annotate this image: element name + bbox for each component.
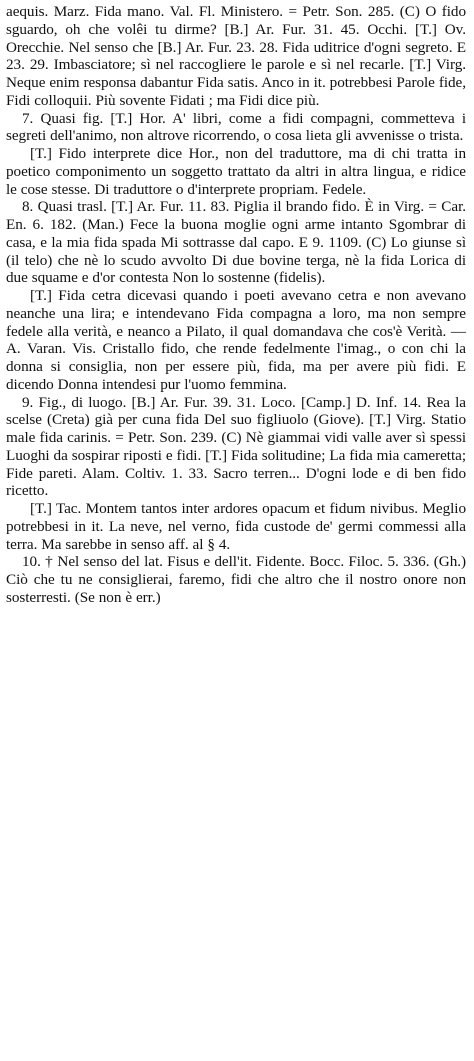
paragraph-sense-10: 10. † Nel senso del lat. Fisus e dell'it. Fidente. Bocc. Filoc. 5. 336. (Gh.) Ciò che tu ne consiglierai, faremo, fidi che altro che il nostro onore non sosterresti. (Se non è err.) bbox=[6, 553, 466, 606]
paragraph-sense-9-note: [T.] Tac. Montem tantos inter ardores opacum et fidum nivibus. Meglio potrebbesi in it. La neve, nel verno, fida custode de' germi commessi alla terra. Ma sarebbe in senso aff. al § 4. bbox=[6, 500, 466, 553]
paragraph-sense-8: 8. Quasi trasl. [T.] Ar. Fur. 11. 83. Piglia il brando fido. È in Virg. = Car. En. 6. 182. (Man.) Fece la buona moglie ogni arme intanto Sgombrar di casa, e la mia fida spada Mi sottrasse dal capo. E 9. 1109. (C) Lo giunse sì (il telo) che nè lo scudo avvolto Di due bovine terga, nè la fida Lorica di due squame e d'or contesta Non lo sostenne (fidelis). bbox=[6, 198, 466, 287]
paragraph-sense-8-note: [T.] Fida cetra dicevasi quando i poeti avevano cetra e non avevano neanche una lira; e intendevano Fida compagna a loro, ma non sempre fedele alla verità, e neanco a Pilato, il qual domandava che cos'è Verità. — A. Varan. Vis. Cristallo fido, che rende fedelmente l'imag., o con chi la donna si consiglia, non per essere più, fida, ma per avere più fidi. E dicendo Donna intendesi pur l'uomo femmina. bbox=[6, 287, 466, 393]
paragraph-continuation: aequis. Marz. Fida mano. Val. Fl. Ministero. = Petr. Son. 285. (C) O fido sguardo, oh che volêi tu dirme? [B.] Ar. Fur. 31. 45. Occhi. [T.] Ov. Orecchie. Nel senso che [B.] Ar. Fur. 23. 28. Fida uditrice d'ogni segreto. E 23. 29. Imbasciatore; sì nel raccogliere le parole e sì nel recarle. [T.] Virg. Neque enim responsa dabantur Fida satis. Anco in it. potrebbesi Parole fide, Fidi colloquii. Più sovente Fidati ; ma Fidi dice più. bbox=[6, 3, 466, 109]
paragraph-sense-9: 9. Fig., di luogo. [B.] Ar. Fur. 39. 31. Loco. [Camp.] D. Inf. 14. Rea la scelse (Creta) già per cuna fida Del suo figliuolo (Giove). [T.] Virg. Statio male fida carinis. = Petr. Son. 239. (C) Nè giammai vidi valle aver sì spessi Luoghi da sospirar riposti e fidi. [T.] Fida solitudine; La fida mia cameretta; Fide pareti. Alam. Coltiv. 1. 33. Sacro terren... D'ogni lode e di ben fido ricetto. bbox=[6, 393, 466, 500]
paragraph-sense-7: 7. Quasi fig. [T.] Hor. A' libri, come a fidi compagni, commetteva i segreti dell'animo, non altrove ricorrendo, o cosa lieta gli avvenisse o trista. bbox=[6, 109, 466, 145]
paragraph-sense-7-note: [T.] Fido interprete dice Hor., non del traduttore, ma di chi tratta in poetico componimento un soggetto trattato da altri in altra lingua, e ridice le cose stesse. Di traduttore o d'interprete propriam. Fedele. bbox=[6, 145, 466, 198]
